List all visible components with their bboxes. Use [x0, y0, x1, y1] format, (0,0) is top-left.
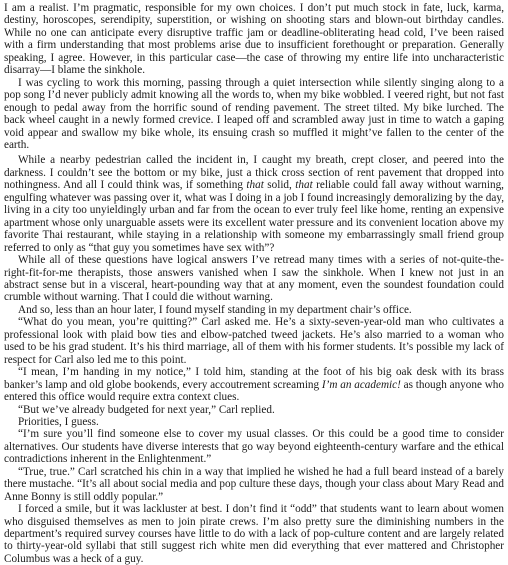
- body-paragraph: [4, 2, 504, 77]
- text-run: I am a realist. I’m pragmatic, responsible for my own choices. I don’t put much stock in fate, luck, karma, destiny, horoscopes, serendipity, superstition, or wishing on shooting stars and blown-out birthday candles. While no one can anticipate every disruptive traffic jam or deadline-obliterating head cold, I’ve been raised with a firm understanding that most problems arise due to insufficient forethought or preparation. Generally speaking, I agree. However, in this particular case—the case of throwing my entire life into uncharacteristic disarray—I blame the sinkhole.: [4, 2, 504, 77]
- text-run: reliable could fall away without warning, engulfing whatever was passing over it, what was I doing in a job I found increasingly demoralizing by the day, living in a city too unyieldingly urban and far from the ocean to ever truly feel like home, renting an expensive apartment whose only unarguable assets were its excellent water pressure and its convenient location above my favorite Thai restaurant, while staying in a relationship with someone my embarrassingly small friend group referred to only as “that guy you sometimes have sex with”?: [4, 179, 504, 254]
- body-paragraph: [4, 316, 504, 366]
- body-paragraph: [4, 154, 504, 254]
- body-paragraph: [4, 304, 504, 316]
- body-paragraph: [4, 416, 504, 428]
- text-run: solid,: [263, 179, 296, 192]
- body-paragraph: [4, 366, 504, 403]
- body-paragraph: [4, 466, 504, 503]
- text-run: “What do you mean, you’re quitting?” Carl asked me. He’s a sixty-seven-year-old man who cultivates a professional look with plaid bow ties and elbow-patched tweed jackets. He’s also married to a woman who used to be his grad student. It’s his third marriage, all of them with his former students. It’s possible my lack of respect for Carl also led me to this point.: [4, 316, 504, 366]
- text-run: Priorities, I guess.: [18, 415, 99, 428]
- body-paragraph: [4, 503, 504, 565]
- italic-text-run: I’m an academic!: [321, 378, 401, 391]
- text-run: While all of these questions have logical answers I’ve retread many times with a series of not-quite-the-right-fit-for-me therapists, those answers vanished when I saw the sinkhole. When I knew not just in an abstract sense but in a visceral, heart-pounding way that at any moment, even the soundest foundation could crumble without warning. That I could die without warning.: [4, 254, 504, 304]
- text-run: “True, true.” Carl scratched his chin in a way that implied he wished he had a full beard instead of a barely there mustache. “It’s all about social media and pop culture these days, though your class about Mary Read and Anne Bonny is still oddly popular.”: [4, 465, 504, 503]
- text-run: “I mean, I’m handing in my notice,” I told him, standing at the foot of his big oak desk with its brass banker’s lamp and old globe bookends, every accoutrement screaming: [4, 366, 504, 391]
- text-run: as though anyone who entered this office would require extra context clues.: [4, 378, 504, 404]
- text-run: “But we’ve already budgeted for next year,” Carl replied.: [18, 403, 275, 416]
- italic-text-run: that: [295, 179, 313, 192]
- body-paragraph: [4, 254, 504, 304]
- body-paragraph: [4, 404, 504, 416]
- body-paragraph: [4, 428, 504, 465]
- text-run: And so, less than an hour later, I found myself standing in my department chair’s office.: [18, 303, 412, 316]
- text-run: While a nearby pedestrian called the incident in, I caught my breath, crept closer, and peered into the darkness. I couldn’t see the bottom or my bike, just a thick cross section of rent pavement that dropped into nothingness. And all I could think was, if something: [4, 154, 504, 192]
- text-run: “I’m sure you’ll find someone else to cover my usual classes. Or this could be a good time to consider alternatives. Our students have diverse interests that go way beyond eighteenth-century warfare and the ethical contradictions inherent in the Enlightenment.”: [4, 428, 504, 466]
- text-run: I was cycling to work this morning, passing through a quiet intersection while silently singing along to a pop song I’d never publicly admit knowing all the words to, when my bike wobbled. I veered right, but not fast enough to pedal away from the horrific sound of rending pavement. The street tilted. My bike lurched. The back wheel caught in a newly formed crevice. I leaped off and scrambled away just in time to watch a gaping void appear and swallow my bike whole, its ensuing crash so muffled it might’ve fallen to the center of the earth.: [4, 76, 504, 151]
- italic-text-run: that: [246, 179, 264, 192]
- text-run: I forced a smile, but it was lackluster at best. I don’t find it “odd” that students want to learn about women who disguised themselves as men to join pirate crews. I’m also pretty sure the diminishing numbers in the department’s required survey courses have little to do with a lack of pop-culture content and are largely related to thirty-year-old syllabi that still suggest rich white men did everything that ever mattered and Christopher Columbus was a heck of a guy.: [4, 503, 504, 565]
- body-paragraph: [4, 77, 504, 152]
